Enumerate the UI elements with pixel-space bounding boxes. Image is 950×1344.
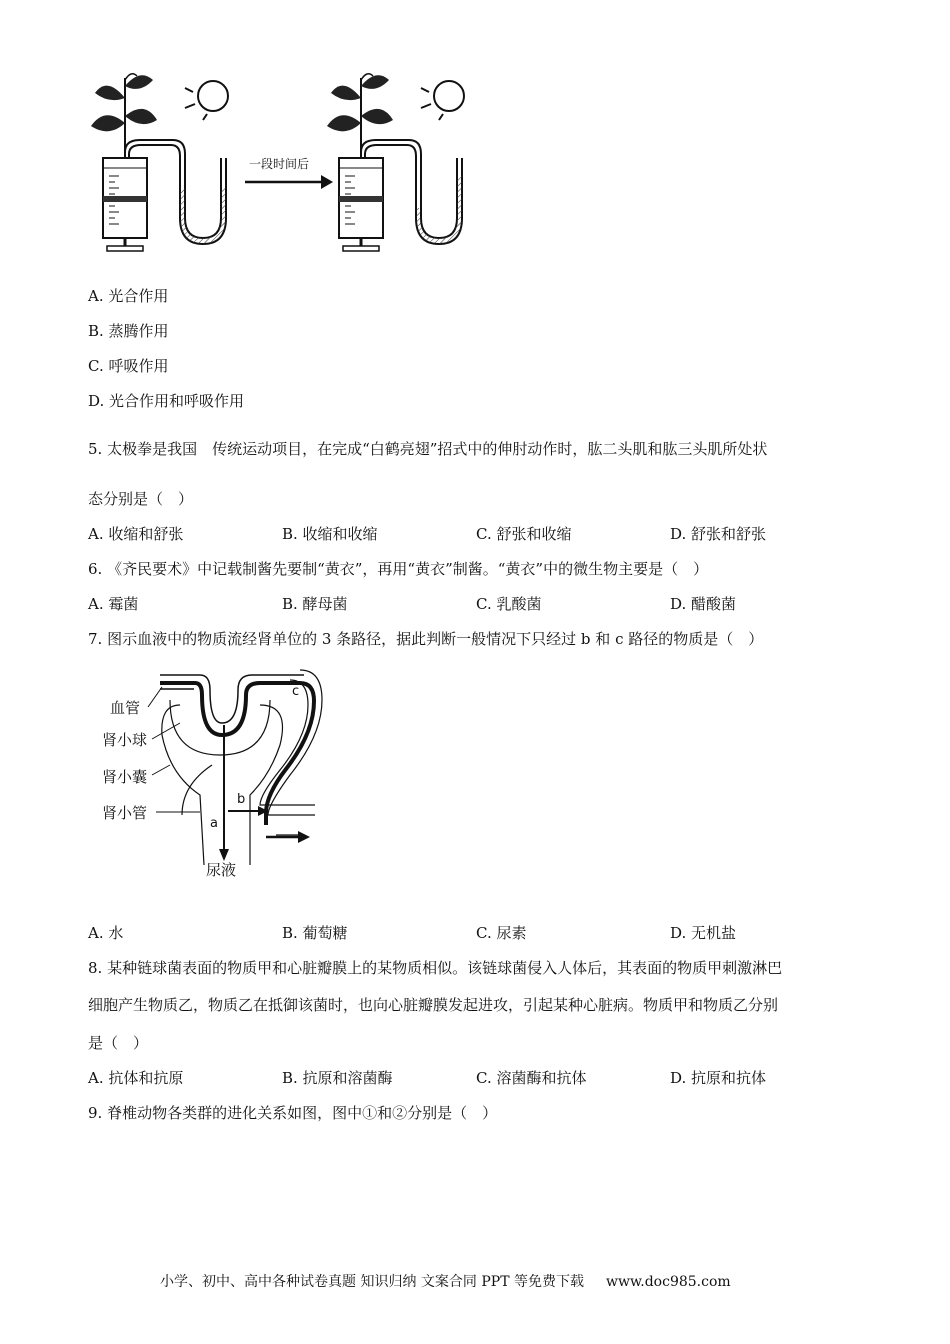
plant-syringe-before [91, 74, 226, 251]
page-footer [160, 1271, 731, 1291]
q6-option-d: D. 醋酸菌 [670, 595, 737, 613]
q6-option-c: C. 乳酸菌 [476, 595, 542, 613]
q7-option-c: C. 尿素 [476, 924, 527, 942]
q4-option-d: D. 光合作用和呼吸作用 [88, 392, 245, 410]
q9-stem: 9. 脊椎动物各类群的进化关系如图，图中①和②分别是（ ） [88, 1104, 498, 1122]
q8-option-d: D. 抗原和抗体 [670, 1069, 767, 1087]
sun-icon [185, 81, 228, 120]
q8-option-b: B. 抗原和溶菌酶 [282, 1069, 393, 1087]
experiment-figure [85, 68, 485, 258]
q7-option-a: A. 水 [88, 924, 124, 942]
nephron-figure [100, 665, 340, 885]
q8-option-c: C. 溶菌酶和抗体 [476, 1069, 587, 1087]
q5-option-c: C. 舒张和收缩 [476, 525, 572, 543]
q7-option-d: D. 无机盐 [670, 924, 737, 942]
q4-option-c: C. 呼吸作用 [88, 357, 169, 375]
q5-option-d: D. 舒张和舒张 [670, 525, 767, 543]
label-blood-vessel: 血管 [110, 699, 141, 717]
q5-stem-line2: 态分别是（ ） [88, 490, 194, 508]
q4-option-b: B. 蒸腾作用 [88, 322, 169, 340]
q6-option-a: A. 霉菌 [88, 595, 139, 613]
label-glomerulus: 肾小球 [102, 731, 148, 749]
q8-stem-line1: 8. 某种链球菌表面的物质甲和心脏瓣膜上的某物质相似。该链球菌侵入人体后，其表面的物质甲刺激淋巴 [88, 959, 783, 977]
q8-option-a: A. 抗体和抗原 [88, 1069, 184, 1087]
label-path-b: b [237, 792, 246, 807]
q5-option-b: B. 收缩和收缩 [282, 525, 378, 543]
q7-stem: 7. 图示血液中的物质流经肾单位的 3 条路径，据此判断一般情况下只经过 b 和 c 路径的物质是（ ） [88, 630, 764, 648]
label-tubule: 肾小管 [102, 804, 148, 822]
arrow-label: 一段时间后 [249, 157, 310, 171]
q4-option-a: A. 光合作用 [88, 287, 169, 305]
q8-stem-line3: 是（ ） [88, 1034, 149, 1052]
label-path-c: c [292, 684, 300, 699]
q7-option-b: B. 葡萄糖 [282, 924, 348, 942]
label-path-a: a [210, 816, 218, 831]
plant-syringe-after [327, 74, 462, 251]
q6-option-b: B. 酵母菌 [282, 595, 348, 613]
label-urine: 尿液 [206, 861, 237, 879]
footer-text: 小学、初中、高中各种试卷真题 知识归纳 文案合同 PPT 等免费下载 [160, 1274, 584, 1290]
footer-url[interactable]: www.doc985.com [605, 1274, 731, 1290]
q5-option-a: A. 收缩和舒张 [88, 525, 184, 543]
label-capsule: 肾小囊 [102, 768, 148, 786]
q5-stem-line1: 5. 太极拳是我国 传统运动项目，在完成“白鹤亮翅”招式中的伸肘动作时，肱二头肌和肱三头肌所处状 [88, 440, 768, 458]
q6-stem: 6. 《齐民要术》中记载制酱先要制“黄衣”，再用“黄衣”制酱。“黄衣”中的微生物主要是（ ） [88, 560, 709, 578]
q8-stem-line2: 细胞产生物质乙，物质乙在抵御该菌时，也向心脏瓣膜发起进攻，引起某种心脏病。物质甲和物质乙分别 [88, 996, 779, 1014]
time-arrow [245, 156, 333, 189]
sun-icon [421, 81, 464, 120]
